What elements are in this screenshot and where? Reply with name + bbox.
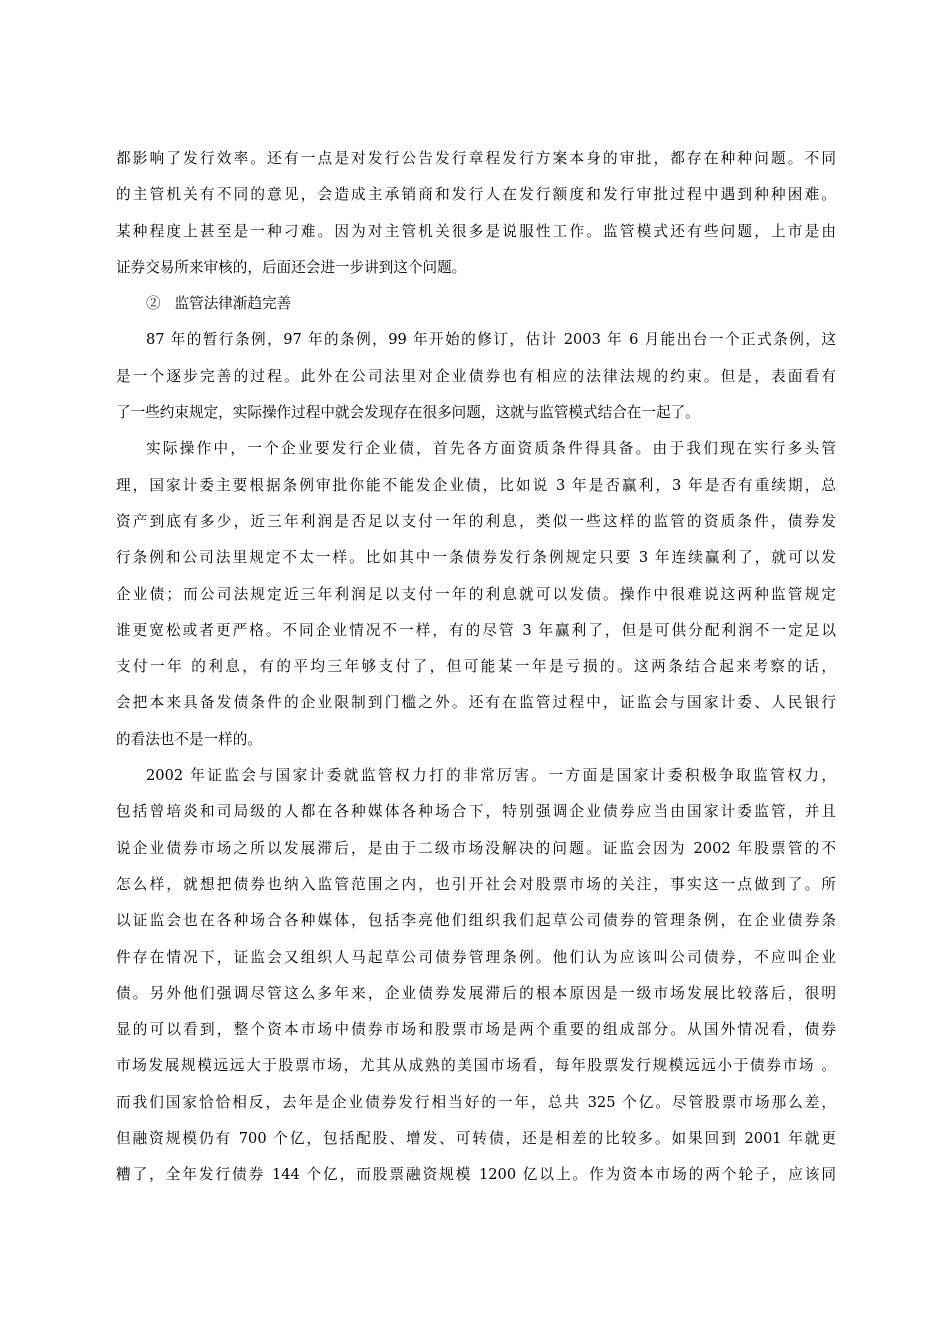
- paragraph-line: 理，国家计委主要根据条例审批你能不能发企业债，比如说 3 年是否赢利，3 年是否有重续期，总: [116, 476, 836, 494]
- paragraph-line: 了一些约束规定，实际操作过程中就会发现存在很多问题，这就与监管模式结合在一起了。: [116, 404, 700, 422]
- paragraph-line: 证券交易所来审核的，后面还会进一步讲到这个问题。: [116, 258, 467, 276]
- paragraph-line: 说企业债券市场之所以发展滞后，是由于二级市场没解决的问题。证监会因为 2002 年股票管的不: [116, 839, 836, 857]
- paragraph-line: 的看法也不是一样的。: [116, 730, 262, 748]
- paragraph-line: 件存在情况下，证监会又组织人马起草公司债券管理条例。他们认为应该叫公司债券，不应叫企业: [116, 948, 836, 966]
- paragraph-line: 实际操作中，一个企业要发行企业债，首先各方面资质条件得具备。由于我们现在实行多头管: [146, 440, 836, 458]
- paragraph-line: 支付一年 的利息，有的平均三年够支付了，但可能某一年是亏损的。这两条结合起来考察的话，: [116, 658, 836, 676]
- paragraph-line: 怎么样，就想把债券也纳入监管范围之内，也引开社会对股票市场的关注，事实这一点做到了。所: [116, 875, 836, 893]
- paragraph-line: 糟了，全年发行债券 144 个亿，而股票融资规模 1200 亿以上。作为资本市场的两个轮子，应该同: [116, 1166, 836, 1184]
- paragraph-line: 显的可以看到，整个资本市场中债券市场和股票市场是两个重要的组成部分。从国外情况看，债券: [116, 1021, 836, 1039]
- paragraph-line: 是一个逐步完善的过程。此外在公司法里对企业债券也有相应的法律法规的约束。但是，表面看有: [116, 367, 836, 385]
- paragraph-line: 的主管机关有不同的意见，会造成主承销商和发行人在发行额度和发行审批过程中遇到种种困难。: [116, 186, 836, 204]
- paragraph-line: 包括曾培炎和司局级的人都在各种媒体各种场合下，特别强调企业债券应当由国家计委监管，并且: [116, 803, 836, 821]
- body-text: [116, 141, 836, 1194]
- paragraph-line: 2002 年证监会与国家计委就监管权力打的非常厉害。一方面是国家计委积极争取监管权力，: [146, 767, 836, 785]
- paragraph-line: 而我们国家恰恰相反，去年是企业债券发行相当好的一年，总共 325 个亿。尽管股票市场那么差，: [116, 1093, 836, 1111]
- paragraph-line: 但融资规模仍有 700 个亿，包括配股、增发、可转债，还是相差的比较多。如果回到 2001 年就更: [116, 1130, 836, 1148]
- paragraph-line: 谁更宽松或者更严格。不同企业情况不一样，有的尽管 3 年赢利了，但是可供分配利润不一定足以: [116, 621, 836, 639]
- paragraph-line: 87 年的暂行条例，97 年的条例，99 年开始的修订，估计 2003 年 6 月能出台一个正式条例，这: [146, 331, 836, 349]
- paragraph-line: 资产到底有多少，近三年利润是否足以支付一年的利息，类似一些这样的监管的资质条件，债券发: [116, 512, 836, 530]
- paragraph-line: 会把本来具备发债条件的企业限制到门槛之外。还有在监管过程中，证监会与国家计委、人民银行: [116, 694, 836, 712]
- paragraph-line: 行条例和公司法里规定不太一样。比如其中一条债券发行条例规定只要 3 年连续赢利了，就可以发: [116, 549, 836, 567]
- paragraph-line: 某种程度上甚至是一种刁难。因为对主管机关很多是说服性工作。监管模式还有些问题，上市是由: [116, 222, 836, 240]
- paragraph-line: 债。另外他们强调尽管这么多年来，企业债券发展滞后的根本原因是一级市场发展比较落后，很明: [116, 984, 836, 1002]
- paragraph-line: 都影响了发行效率。还有一点是对发行公告发行章程发行方案本身的审批，都存在种种问题。不同: [116, 150, 836, 167]
- paragraph-line: 企业债；而公司法规定近三年利润足以支付一年的利息就可以发债。操作中很难说这两种监管规定: [116, 585, 836, 603]
- paragraph-line: 市场发展规模远远大于股票市场，尤其从成熟的美国市场看，每年股票发行规模远远小于债券市场 。: [116, 1057, 836, 1075]
- paragraph-line: 以证监会也在各种场合各种媒体，包括李亮他们组织我们起草公司债券的管理条例，在企业债券条: [116, 912, 836, 930]
- section-subheading: ② 监管法律渐趋完善: [146, 295, 292, 313]
